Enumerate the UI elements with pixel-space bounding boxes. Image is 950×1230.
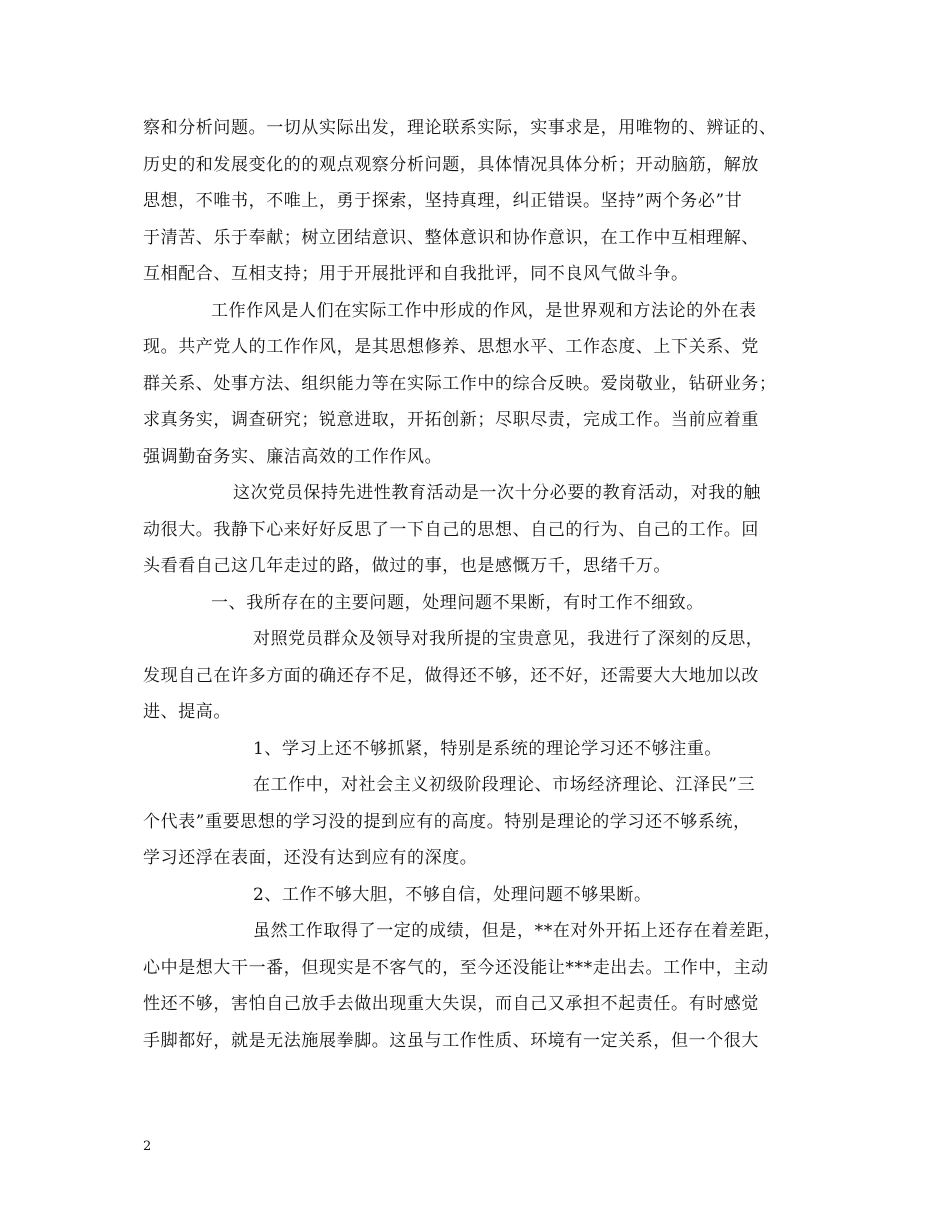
paragraph	[143, 767, 803, 877]
text-line: 在工作中，对社会主义初级阶段理论、市场经济理论、江泽民”三	[253, 775, 756, 795]
text-line: 一、我所存在的主要问题，处理问题不果断，有时工作不细致。	[211, 592, 704, 613]
text-line: 虽然工作取得了一定的成绩，但是，**在对外开拓上还存在着差距，	[253, 921, 782, 941]
text-line: 心中是想大干一番，但现实是不客气的，至今还没能让***走出去。工作中，主动	[143, 957, 769, 978]
text-line: 求真务实，调查研究；锐意进取，开拓创新；尽职尽责，完成工作。当前应着重	[143, 410, 759, 430]
paragraph	[143, 621, 803, 731]
text-line: 对照党员群众及领导对我所提的宝贵意见，我进行了深刻的反思，	[253, 629, 764, 649]
paragraph	[143, 913, 803, 1059]
text-line: 察和分析问题。一切从实际出发，理论联系实际，实事求是，用唯物的、辨证的、	[143, 118, 777, 138]
text-line: 工作作风是人们在实际工作中形成的作风，是世界观和方法论的外在表	[211, 300, 757, 321]
text-line: 互相配合、互相支持；用于开展批评和自我批评，同不良风气做斗争。	[143, 264, 689, 284]
text-line: 动很大。我静下心来好好反思了一下自己的思想、自己的行为、自己的工作。回	[143, 519, 759, 540]
text-line: 进、提高。	[143, 702, 231, 722]
document-body	[143, 110, 803, 1059]
paragraph	[143, 877, 803, 914]
text-line: 个代表”重要思想的学习没的提到应有的高度。特别是理论的学习还不够系统，	[143, 811, 751, 832]
text-line: 群关系、处事方法、组织能力等在实际工作中的综合反映。爱岗敬业，钻研业务；	[143, 373, 777, 394]
text-line: 发现自己在许多方面的确还存不足，做得还不够，还不好，还需要大大地加以改	[143, 665, 759, 686]
text-line: 思想，不唯书，不唯上，勇于探索，坚持真理，纠正错误。坚持”两个务必”甘	[143, 191, 743, 211]
text-line: 历史的和发展变化的的观点观察分析问题，具体情况具体分析；开动脑筋，解放	[143, 154, 759, 175]
paragraph	[143, 585, 803, 622]
text-line: 现。共产党人的工作作风，是其思想修养、思想水平、工作态度、上下关系、党	[143, 337, 759, 357]
page-number: 2	[143, 1139, 152, 1154]
text-line: 这次党员保持先进性教育活动是一次十分必要的教育活动，对我的触	[233, 483, 761, 503]
text-line: 手脚都好，就是无法施展拳脚。这虽与工作性质、环境有一定关系，但一个很大	[143, 1030, 759, 1051]
paragraph	[143, 731, 803, 768]
paragraph	[143, 293, 803, 476]
text-line: 强调勤奋务实、廉洁高效的工作作风。	[143, 446, 443, 467]
paragraph	[143, 110, 803, 293]
text-line: 头看看自己这几年走过的路，做过的事，也是感慨万千，思绪千万。	[143, 556, 671, 576]
paragraph	[143, 475, 803, 585]
text-line: 于清苦、乐于奉献；树立团结意识、整体意识和协作意识，在工作中互相理解、	[143, 227, 759, 248]
text-line: 性还不够，害怕自己放手去做出现重大失误，而自己又承担不起责任。有时感觉	[143, 994, 759, 1014]
text-line: 学习还浮在表面，还没有达到应有的深度。	[143, 848, 478, 868]
text-line: 2、工作不够大胆，不够自信，处理问题不够果断。	[253, 884, 652, 905]
text-line: 1、学习上还不够抓紧，特别是系统的理论学习还不够注重。	[253, 738, 723, 759]
